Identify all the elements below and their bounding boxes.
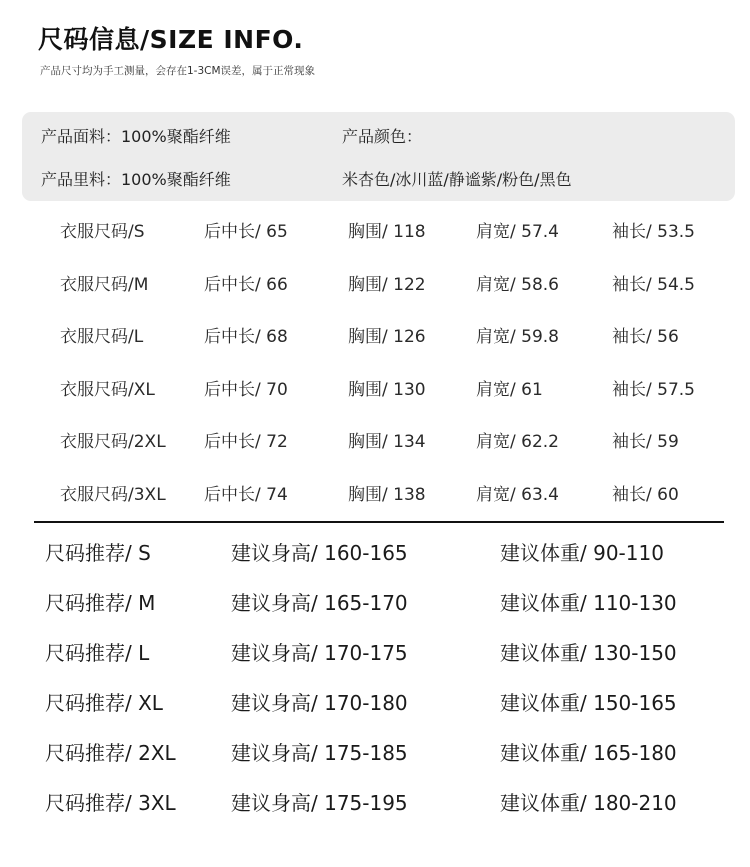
height-cell: 建议身高/ 175-195 (231, 791, 408, 815)
shoulder-cell: 肩宽/ 58.6 (476, 274, 559, 295)
sleeve-cell: 袖长/ 53.5 (612, 222, 695, 242)
size-cell: 衣服尺码/S (60, 222, 145, 242)
table-row (0, 675, 750, 725)
size-cell: 衣服尺码/2XL (60, 432, 166, 453)
measurement-note: 产品尺寸均为手工测量，会存在1-3CM误差，属于正常现象 (40, 65, 316, 77)
weight-cell: 建议体重/ 130-150 (500, 641, 677, 665)
table-row (0, 725, 750, 775)
table-row (0, 413, 750, 466)
table-row (0, 256, 750, 309)
sleeve-cell: 袖长/ 60 (612, 484, 679, 505)
sleeve-cell: 袖长/ 59 (612, 432, 679, 453)
lining-text: 产品里料：100%聚酯纤维 (41, 170, 231, 189)
weight-cell: 建议体重/ 165-180 (500, 741, 677, 765)
chest-cell: 胸围/ 138 (348, 484, 426, 505)
weight-cell: 建议体重/ 180-210 (500, 791, 677, 815)
height-cell: 建议身高/ 170-180 (231, 691, 408, 715)
height-cell: 建议身高/ 165-170 (231, 591, 408, 615)
recommended-size-cell: 尺码推荐/ S (45, 541, 151, 565)
length-cell: 后中长/ 66 (204, 274, 288, 295)
weight-cell: 建议体重/ 110-130 (500, 591, 677, 615)
shoulder-cell: 肩宽/ 62.2 (476, 432, 559, 453)
sleeve-cell: 袖长/ 57.5 (612, 379, 695, 400)
shoulder-cell: 肩宽/ 57.4 (476, 222, 559, 242)
height-cell: 建议身高/ 160-165 (231, 541, 408, 565)
chest-cell: 胸围/ 122 (348, 274, 426, 295)
table-row (0, 203, 750, 256)
fabric-text: 产品面料：100%聚酯纤维 (41, 127, 231, 146)
size-measurement-table (0, 203, 750, 519)
size-cell: 衣服尺码/M (60, 274, 149, 295)
size-recommendation-table (0, 525, 750, 825)
section-divider (34, 521, 724, 523)
page-title: 尺码信息/SIZE INFO. (38, 25, 304, 54)
color-options-text: 米杏色/冰川蓝/静谧紫/粉色/黑色 (342, 170, 572, 189)
table-row (0, 466, 750, 519)
chest-cell: 胸围/ 118 (348, 222, 426, 242)
table-row (0, 525, 750, 575)
recommended-size-cell: 尺码推荐/ XL (45, 691, 163, 715)
height-cell: 建议身高/ 175-185 (231, 741, 408, 765)
size-cell: 衣服尺码/L (60, 327, 144, 348)
size-cell: 衣服尺码/XL (60, 379, 155, 400)
height-cell: 建议身高/ 170-175 (231, 641, 408, 665)
recommended-size-cell: 尺码推荐/ 3XL (45, 791, 176, 815)
weight-cell: 建议体重/ 90-110 (500, 541, 664, 565)
chest-cell: 胸围/ 134 (348, 432, 426, 453)
sleeve-cell: 袖长/ 54.5 (612, 274, 695, 295)
chest-cell: 胸围/ 126 (348, 327, 426, 348)
table-row (0, 361, 750, 414)
length-cell: 后中长/ 65 (204, 222, 288, 242)
color-label: 产品颜色： (342, 127, 423, 146)
recommended-size-cell: 尺码推荐/ 2XL (45, 741, 176, 765)
recommended-size-cell: 尺码推荐/ L (45, 641, 150, 665)
size-cell: 衣服尺码/3XL (60, 484, 166, 505)
shoulder-cell: 肩宽/ 61 (476, 379, 543, 400)
length-cell: 后中长/ 70 (204, 379, 288, 400)
length-cell: 后中长/ 72 (204, 432, 288, 453)
sleeve-cell: 袖长/ 56 (612, 327, 679, 348)
chest-cell: 胸围/ 130 (348, 379, 426, 400)
table-row (0, 308, 750, 361)
weight-cell: 建议体重/ 150-165 (500, 691, 677, 715)
table-row (0, 575, 750, 625)
recommended-size-cell: 尺码推荐/ M (45, 591, 156, 615)
shoulder-cell: 肩宽/ 59.8 (476, 327, 559, 348)
table-row (0, 775, 750, 825)
length-cell: 后中长/ 74 (204, 484, 288, 505)
table-row (0, 625, 750, 675)
product-info-box (22, 112, 735, 201)
length-cell: 后中长/ 68 (204, 327, 288, 348)
shoulder-cell: 肩宽/ 63.4 (476, 484, 559, 505)
